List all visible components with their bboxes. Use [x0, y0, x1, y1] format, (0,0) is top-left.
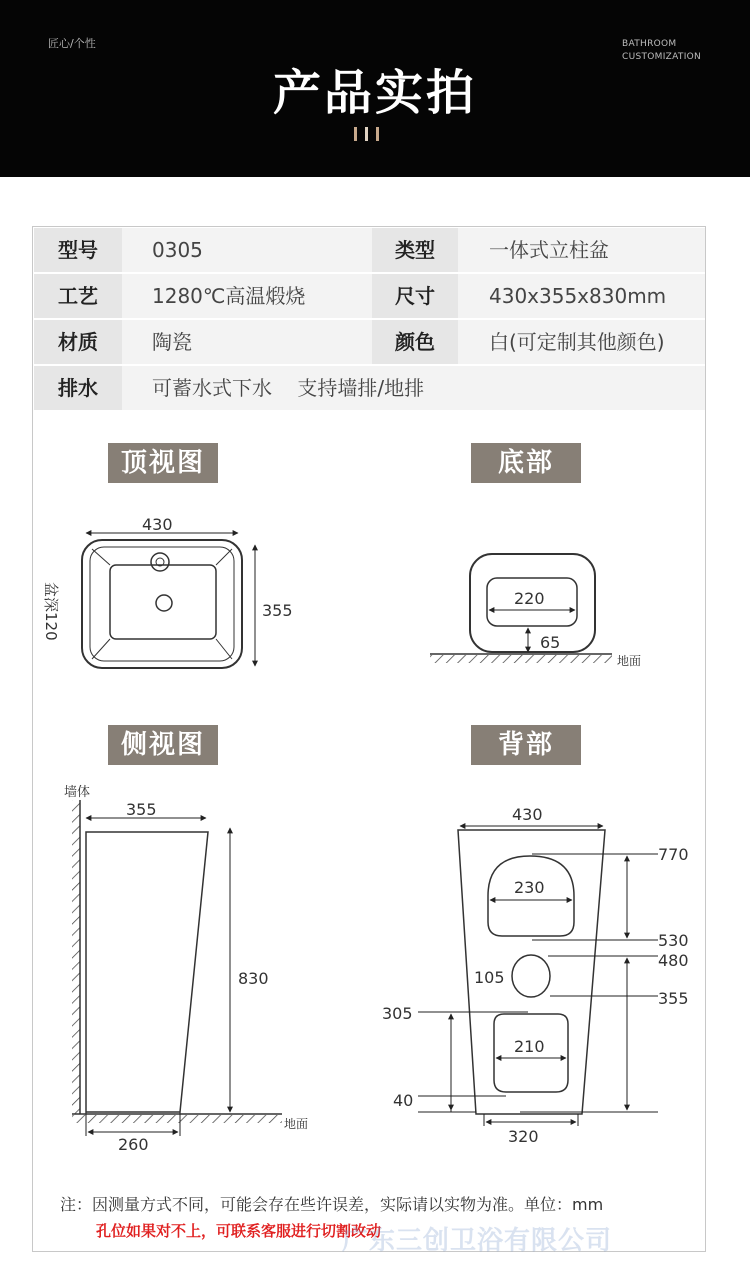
spec-key: 类型 — [395, 238, 435, 262]
bottom-ground-label: 地面 — [617, 654, 642, 668]
wall-label: 墙体 — [64, 785, 91, 800]
label-top-view: 顶视图 — [108, 443, 218, 483]
spec-key: 尺寸 — [395, 284, 435, 308]
back-h770: 770 — [658, 845, 689, 864]
bowl-depth-label: 盆深120 — [42, 582, 60, 641]
back-h480: 480 — [658, 951, 689, 970]
side-view-drawing — [72, 800, 282, 1136]
side-ground-label: 地面 — [284, 1117, 309, 1131]
back-base: 320 — [508, 1127, 539, 1146]
spec-key: 材质 — [58, 330, 98, 354]
company-watermark: 广东三创卫浴有限公司 — [342, 1226, 613, 1256]
spec-value: 1280℃高温煅烧 — [152, 284, 306, 308]
spec-value: 陶瓷 — [152, 330, 192, 354]
top-depth-label: 355 — [262, 601, 293, 620]
back-h355: 355 — [658, 989, 689, 1008]
side-top-width-label: 355 — [126, 800, 157, 819]
bottom-inner-label: 220 — [514, 589, 545, 608]
header-right-line2: CUSTOMIZATION — [622, 52, 702, 62]
back-top-width: 430 — [512, 805, 543, 824]
note-holes: 孔位如果对不上，可联系客服进行切割改动 — [96, 1222, 382, 1240]
label-side-view: 侧视图 — [108, 725, 218, 765]
back-d105: 105 — [474, 968, 505, 987]
spec-value: 白(可定制其他颜色) — [489, 330, 665, 354]
back-w210: 210 — [514, 1037, 545, 1056]
back-h40: 40 — [393, 1091, 414, 1110]
back-w230: 230 — [514, 878, 545, 897]
spec-value: 一体式立柱盆 — [489, 238, 609, 262]
side-base-label: 260 — [118, 1135, 149, 1154]
spec-key: 排水 — [58, 376, 98, 400]
back-view-drawing — [418, 826, 658, 1126]
spec-value: 可蓄水式下水 支持墙排/地排 — [152, 376, 425, 400]
label-bottom: 底部 — [471, 443, 581, 483]
spec-key: 型号 — [58, 238, 98, 262]
header-left-tag: 匠心/个性 — [48, 37, 96, 50]
bottom-view-drawing — [430, 554, 612, 663]
bottom-height-label: 65 — [540, 633, 561, 652]
note-measurement: 注：因测量方式不同，可能会存在些许误差，实际请以实物为准。单位：mm — [60, 1195, 604, 1214]
back-h305: 305 — [382, 1004, 413, 1023]
spec-key: 颜色 — [395, 330, 435, 354]
spec-key: 工艺 — [58, 284, 98, 308]
spec-value: 0305 — [152, 238, 203, 262]
page-title: 产品实拍 — [272, 65, 477, 121]
side-height-label: 830 — [238, 969, 269, 988]
top-view-drawing — [82, 533, 255, 668]
back-h530: 530 — [658, 931, 689, 950]
top-width-label: 430 — [142, 515, 173, 534]
label-back: 背部 — [471, 725, 581, 765]
header-right-line1: BATHROOM — [622, 39, 677, 49]
spec-value: 430x355x830mm — [489, 284, 667, 308]
